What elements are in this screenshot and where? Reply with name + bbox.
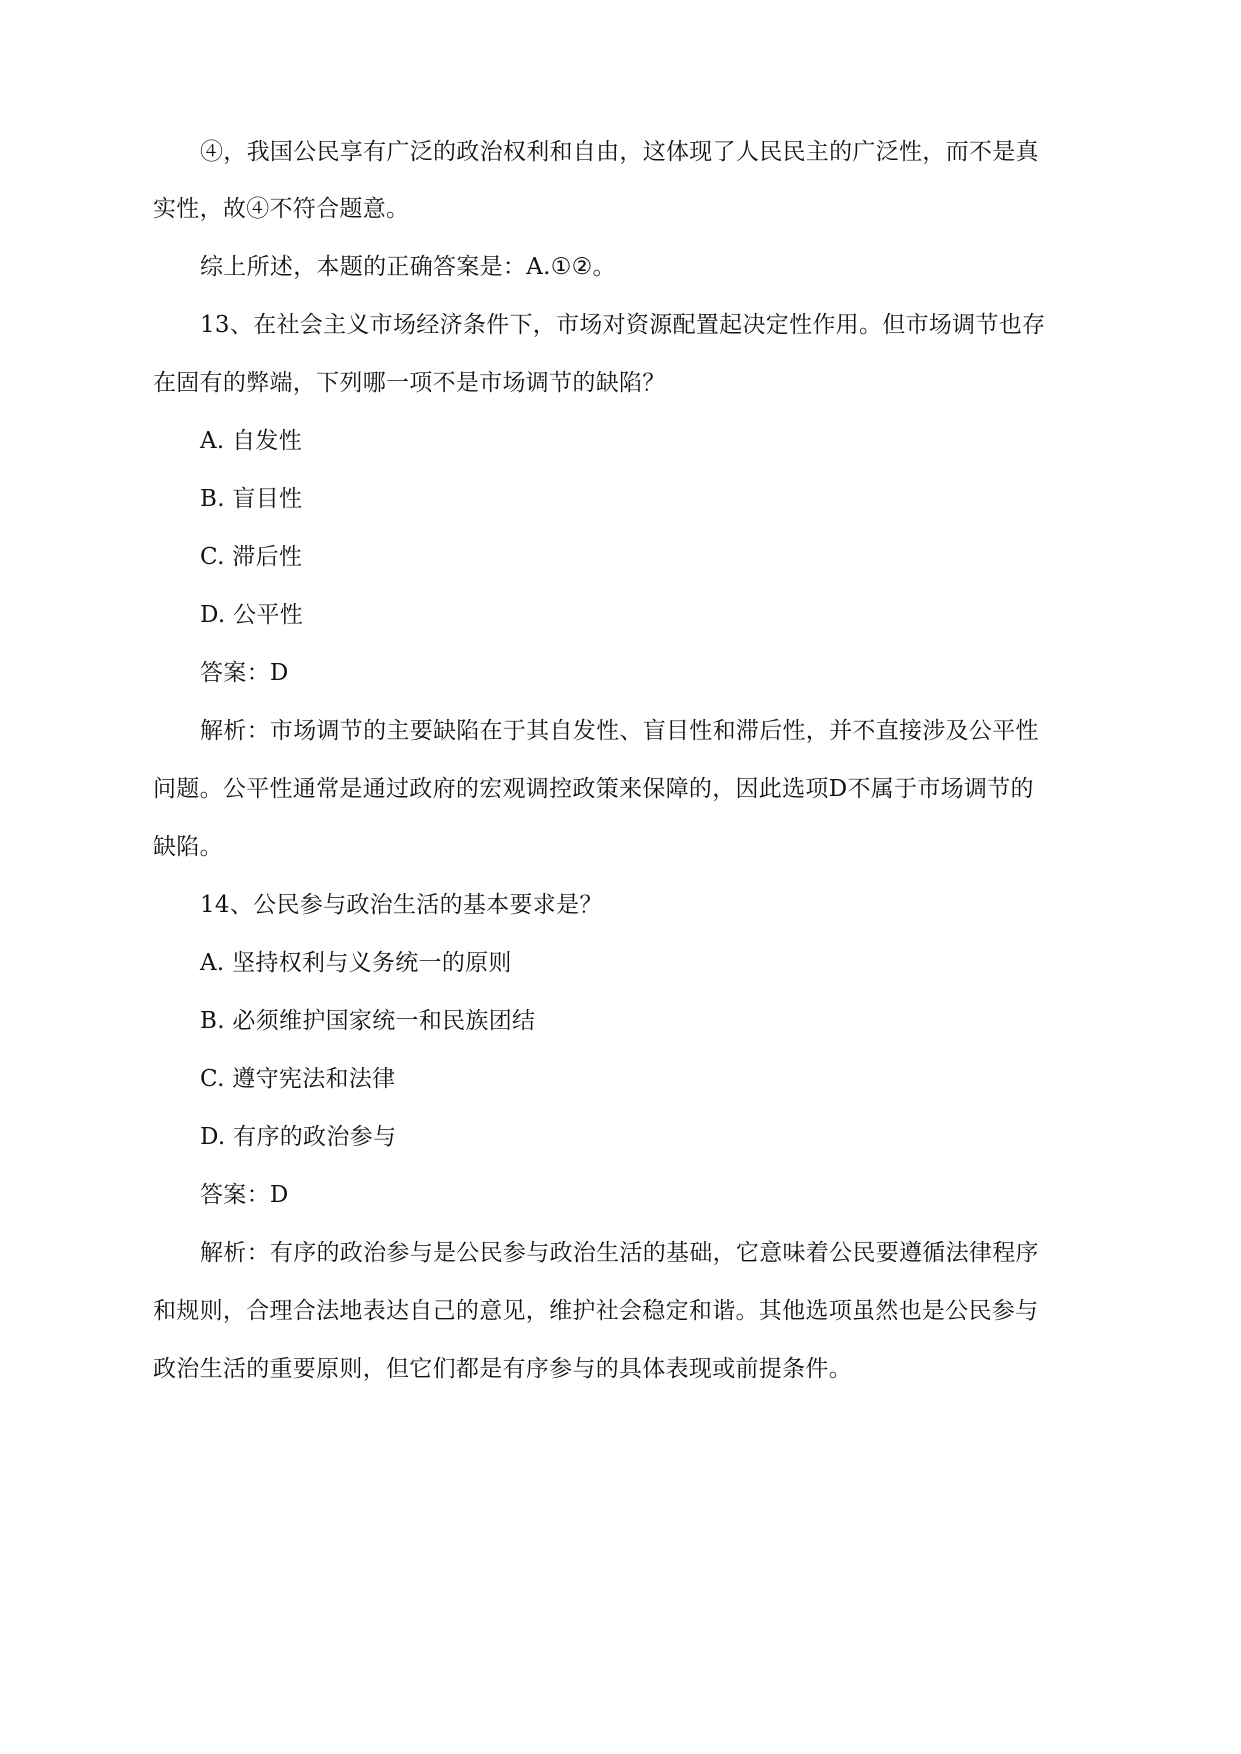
q13-stem-line-1: 13、在社会主义市场经济条件下，市场对资源配置起决定性作用。但市场调节也存	[200, 312, 1046, 338]
q14-option-b: B. 必须维护国家统一和民族团结	[200, 1008, 536, 1034]
q14-analysis-line-3: 政治生活的重要原则，但它们都是有序参与的具体表现或前提条件。	[153, 1356, 852, 1382]
q13-answer: 答案：D	[200, 660, 289, 686]
q14-answer: 答案：D	[200, 1182, 289, 1208]
q13-analysis-line-3: 缺陷。	[153, 834, 223, 860]
q13-option-a: A. 自发性	[200, 428, 303, 454]
q14-analysis-line-2: 和规则，合理合法地表达自己的意见，维护社会稳定和谐。其他选项虽然也是公民参与	[153, 1298, 1039, 1324]
q13-stem-line-2: 在固有的弊端，下列哪一项不是市场调节的缺陷？	[153, 370, 666, 396]
q14-option-a: A. 坚持权利与义务统一的原则	[200, 950, 512, 976]
prev-analysis-line-2: 实性，故④不符合题意。	[153, 196, 410, 222]
q13-option-d: D. 公平性	[200, 602, 304, 628]
q13-analysis-line-1: 解析：市场调节的主要缺陷在于其自发性、盲目性和滞后性，并不直接涉及公平性	[200, 718, 1039, 744]
q14-analysis-line-1: 解析：有序的政治参与是公民参与政治生活的基础，它意味着公民要遵循法律程序	[200, 1240, 1039, 1266]
q14-stem: 14、公民参与政治生活的基本要求是？	[200, 892, 603, 918]
q13-option-c: C. 滞后性	[200, 544, 303, 570]
prev-analysis-line-1: ④，我国公民享有广泛的政治权利和自由，这体现了人民民主的广泛性，而不是真	[200, 139, 1039, 165]
q13-option-b: B. 盲目性	[200, 486, 303, 512]
q14-option-d: D. 有序的政治参与	[200, 1124, 397, 1150]
q14-option-c: C. 遵守宪法和法律	[200, 1066, 396, 1092]
prev-analysis-summary: 综上所述，本题的正确答案是：A.①②。	[200, 254, 616, 280]
q13-analysis-line-2: 问题。公平性通常是通过政府的宏观调控政策来保障的，因此选项D不属于市场调节的	[153, 776, 1034, 802]
